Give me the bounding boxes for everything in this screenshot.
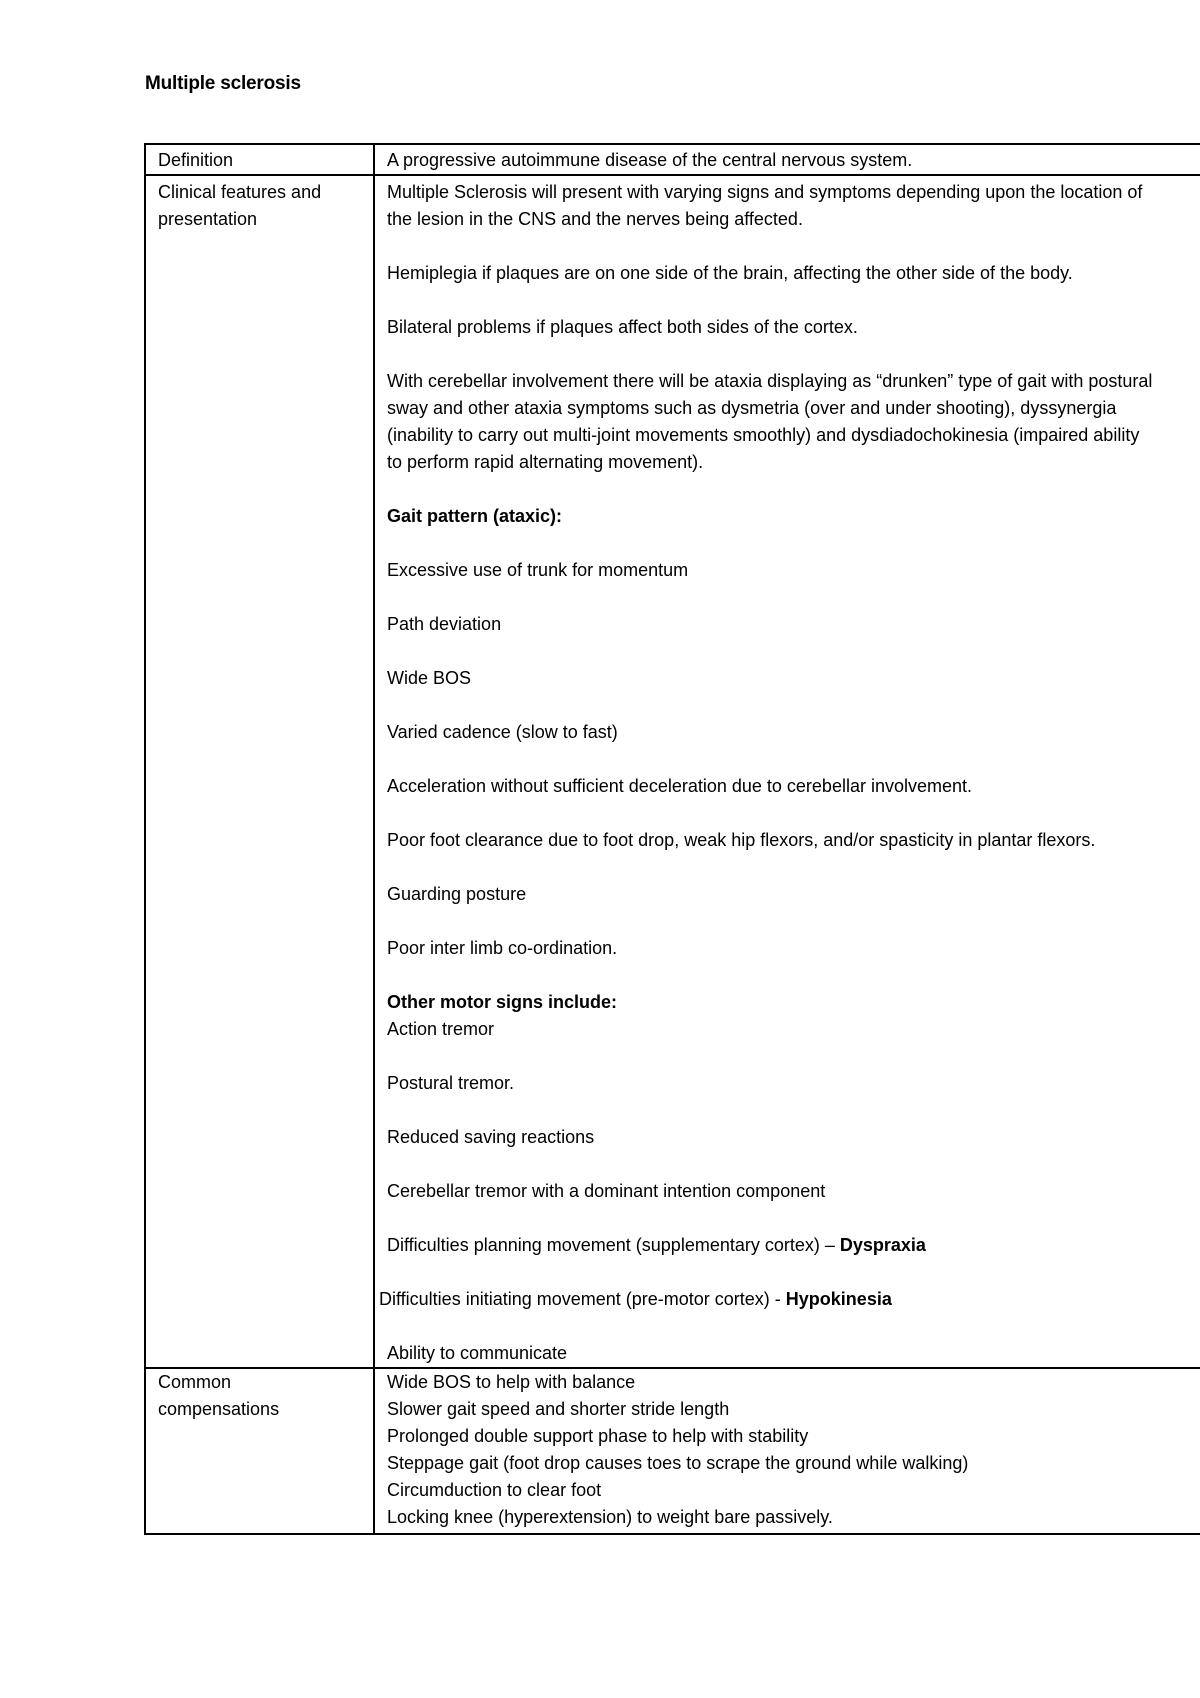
motor-item: Action tremor [387,1019,495,1039]
gait-item: Poor foot clearance due to foot drop, weak hip flexors, and/or spasticity in plantar flexors. [387,830,1096,850]
intro-line: the lesion in the CNS and the nerves being affected. [387,209,803,229]
gait-item: Acceleration without sufficient deceleration due to cerebellar involvement. [387,776,972,796]
cerebellar-line: (inability to carry out multi-joint movements smoothly) and dysdiadochokinesia (impaired ability [387,425,1140,445]
motor-item: Postural tremor. [387,1073,515,1093]
dyspraxia-line [387,1232,1200,1259]
dyspraxia-text: Difficulties planning movement (supplementary cortex) – [387,1235,840,1255]
gait-heading: Gait pattern (ataxic): [387,506,563,526]
cerebellar-line: sway and other ataxia symptoms such as dysmetria (over and under shooting), dyssynergia [387,398,1117,418]
hypokinesia-line [379,1286,1200,1313]
motor-item: Reduced saving reactions [387,1127,595,1147]
compensations-label-line: compensations [158,1399,280,1419]
dyspraxia-term: Dyspraxia [839,1235,926,1255]
notes-table [144,143,1200,1535]
motor-heading: Other motor signs include: [387,992,618,1012]
clinical-label-line: presentation [158,209,258,229]
compensation-item: Slower gait speed and shorter stride length [387,1399,730,1419]
compensation-item: Locking knee (hyperextension) to weight bare passively. [387,1507,833,1527]
clinical-content [374,175,1200,1368]
table-row-compensations [145,1368,1200,1534]
hemiplegia-text: Hemiplegia if plaques are on one side of the brain, affecting the other side of the body. [387,263,1073,283]
clinical-label [145,175,374,1368]
hypokinesia-text: Difficulties initiating movement (pre-motor cortex) - [379,1289,786,1309]
communicate-text: Ability to communicate [387,1343,568,1363]
definition-label: Definition [145,144,374,175]
gait-item: Poor inter limb co-ordination. [387,938,618,958]
clinical-label-line: Clinical features and [158,182,322,202]
cerebellar-line: to perform rapid alternating movement). [387,452,704,472]
gait-item: Guarding posture [387,884,527,904]
gait-item: Varied cadence (slow to fast) [387,722,618,742]
compensations-label [145,1368,374,1534]
compensation-item: Steppage gait (foot drop causes toes to scrape the ground while walking) [387,1453,969,1473]
compensation-item: Prolonged double support phase to help with stability [387,1426,809,1446]
definition-text: A progressive autoimmune disease of the central nervous system. [374,144,1200,175]
table-row-definition [145,144,1200,175]
gait-item: Path deviation [387,614,502,634]
table-row-clinical [145,175,1200,1368]
hypokinesia-term: Hypokinesia [785,1289,892,1309]
compensations-label-line: Common [158,1372,232,1392]
compensations-content [374,1368,1200,1534]
bilateral-text: Bilateral problems if plaques affect both sides of the cortex. [387,317,858,337]
motor-item: Cerebellar tremor with a dominant intention component [387,1181,826,1201]
compensation-item: Circumduction to clear foot [387,1480,602,1500]
cerebellar-line: With cerebellar involvement there will be ataxia displaying as “drunken” type of gait with postural [387,371,1153,391]
document-title: Multiple sclerosis [145,73,301,94]
gait-item: Wide BOS [387,668,472,688]
compensation-item: Wide BOS to help with balance [387,1372,636,1392]
intro-line: Multiple Sclerosis will present with varying signs and symptoms depending upon the location of [387,182,1143,202]
gait-item: Excessive use of trunk for momentum [387,560,689,580]
